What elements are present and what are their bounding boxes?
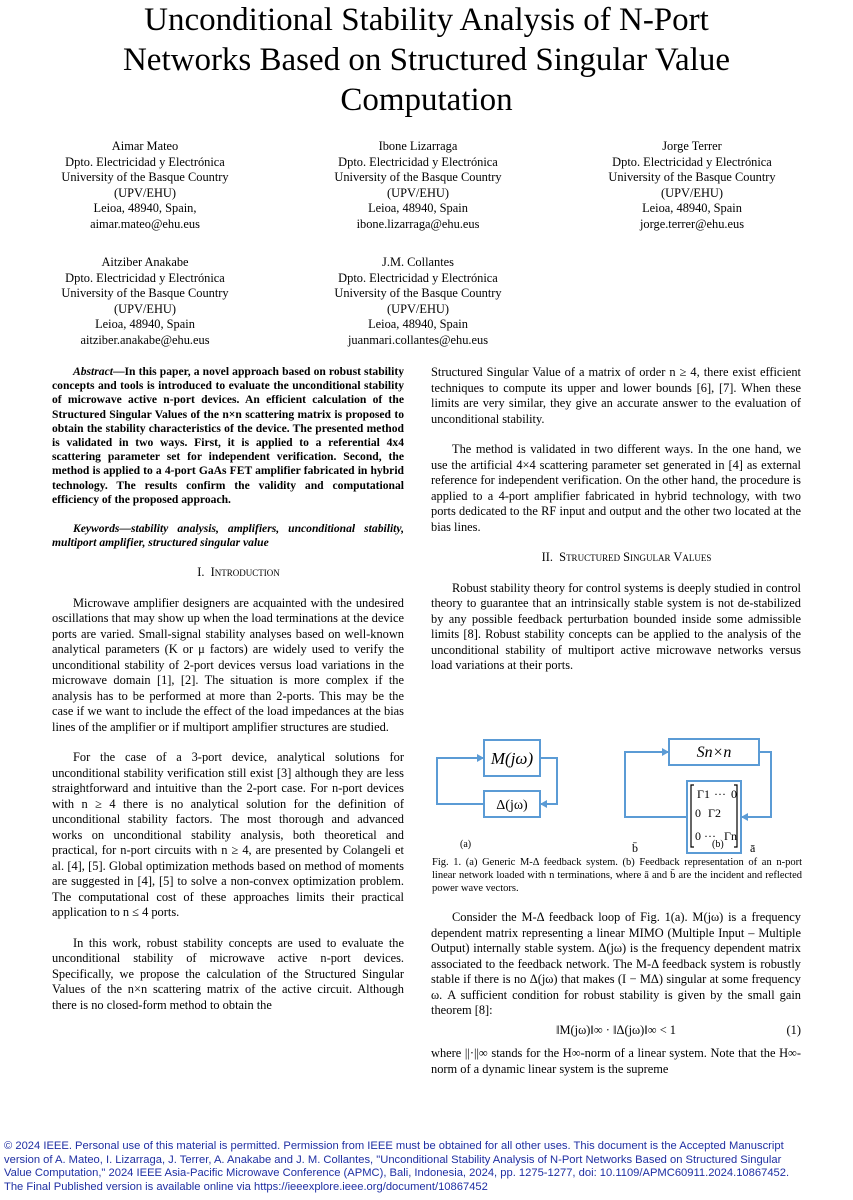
- block-m-label: M(jω): [490, 749, 534, 768]
- title-line-2: Networks Based on Structured Singular Value: [122, 42, 731, 78]
- abstract-label: Abstract: [73, 365, 113, 378]
- title-line-3: Computation: [340, 82, 513, 118]
- author-block-3: [592, 139, 792, 232]
- copyright-footer: [0, 1137, 853, 1200]
- author-address: Leioa, 48940, Spain: [95, 317, 195, 331]
- gamma-1: Γ1: [697, 787, 710, 801]
- body-paragraph: Robust stability theory for control systems is deeply studied in control theory to guarantee that an intrinsically stable system is not de-stabilized by any possible feedback perturbation bounded inside some admissible limits [8]. Robust stability concepts can be applied to the analysis of the unconditional stability of multiport active microwave networks versus load variations at their ports.: [431, 580, 801, 672]
- author-univ: University of the Basque Country: [61, 170, 229, 184]
- section-heading-introduction: [52, 565, 404, 581]
- keywords-label: Keywords: [73, 522, 120, 536]
- author-dept: Dpto. Electricidad y Electrónica: [65, 270, 225, 285]
- body-paragraph: In this work, robust stability concepts are used to evaluate the unconditional stability of microwave active n-port devices. Specifically, we propose the calculation of the Structured Singular Values of the n×n scattering matrix of the active circuit. Although there is no closed-form method to obtain the: [52, 935, 404, 1012]
- abstract: [52, 365, 404, 507]
- author-univ-abbr: (UPV/EHU): [114, 185, 176, 200]
- footer-line-4[interactable]: The Final Published version is available online via https://ieeexplore.ieee.org/document/10867452: [4, 1180, 488, 1193]
- author-dept: Dpto. Electricidad y Electrónica: [338, 270, 498, 285]
- body-paragraph: Microwave amplifier designers are acquainted with the undesired oscillations that may show up when the load terminations at the device ports are varied. Small-signal stability analyses based on well-known analytical parameters (K or μ factors) are widely used to verify the unconditional stability of 2-port devices versus load variations in the microwave domain [1], [2]. The situation is more complex if the analysis has to be performed at more than 2-ports. This may be the case if we want to include the effect of the load impedances at the bias lines of the amplifier or if multiport amplifier structures are studied.: [52, 595, 404, 734]
- footer-line-2: version of A. Mateo, I. Lizarraga, J. Terrer, A. Anakabe and J. M. Collantes, "Unconditional Stability Analysis of N-Port Networks Based on Structured Singular: [4, 1153, 782, 1166]
- gamma-2: Γ2: [708, 806, 721, 820]
- author-univ-abbr: (UPV/EHU): [661, 185, 723, 200]
- section-heading-ssv: [431, 550, 801, 566]
- equation-text: ‖M(jω)‖∞ · ‖Δ(jω)‖∞ < 1: [556, 1022, 676, 1037]
- keywords: [52, 522, 404, 550]
- matrix-dots-2: ···: [704, 829, 716, 843]
- author-univ: University of the Basque Country: [61, 286, 229, 300]
- title-line-1: Unconditional Stability Analysis of N-Port: [144, 2, 709, 38]
- body-paragraph: where ||·||∞ stands for the H∞-norm of a linear system. Note that the H∞-norm of a dynamic linear system is the supreme: [431, 1046, 801, 1076]
- figure-1-diagram: [432, 735, 782, 855]
- author-name: Jorge Terrer: [662, 139, 722, 153]
- figure-label-a: (a): [460, 839, 472, 850]
- section-title: Structured Singular Values: [559, 550, 712, 564]
- author-univ: University of the Basque Country: [334, 170, 502, 184]
- author-address: Leioa, 48940, Spain: [368, 317, 468, 331]
- author-name: Aimar Mateo: [111, 139, 179, 153]
- author-email[interactable]: aimar.mateo@ehu.eus: [90, 216, 200, 231]
- author-univ: University of the Basque Country: [608, 170, 776, 184]
- author-univ-abbr: (UPV/EHU): [387, 185, 449, 200]
- author-address: Leioa, 48940, Spain: [642, 201, 742, 215]
- figure-label-b: (b): [712, 839, 724, 850]
- author-block-1: [45, 139, 245, 232]
- body-paragraph: Structured Singular Value of a matrix of order n ≥ 4, there exist efficient techniques to compute its upper and lower bounds [6], [7]. When these limits are very similar, they give an accurate answer to the evaluation of unconditional stability.: [431, 365, 801, 426]
- body-paragraph: Consider the M-Δ feedback loop of Fig. 1(a). M(jω) is a frequency dependent matrix representing a linear MIMO (Multiple Input – Multiple Output) internally stable system. Δ(jω) is the frequency dependent matrix associated to the feedback network. The M-Δ feedback system is robustly stable if there is no Δ(jω) that makes (I − MΔ) singular at some frequency ω. A sufficient condition for robust stability is given by the small gain theorem [8]:: [431, 910, 801, 1017]
- author-dept: Dpto. Electricidad y Electrónica: [612, 154, 772, 169]
- abstract-dash: —: [112, 365, 125, 378]
- figure-caption: Fig. 1. (a) Generic M-Δ feedback system. (b) Feedback representation of an n-port linear network loaded with n terminations, where ā and b̄ are the incident and reflected power wave vectors.: [432, 857, 802, 894]
- equation-number: (1): [786, 1022, 801, 1037]
- author-name: Aitziber Anakabe: [101, 255, 189, 269]
- right-column-bottom: [431, 910, 801, 1092]
- author-block-2: [318, 139, 518, 232]
- matrix-dots-1: ···: [714, 787, 726, 801]
- author-dept: Dpto. Electricidad y Electrónica: [338, 154, 498, 169]
- signal-a-label: ā: [750, 841, 756, 855]
- gamma-n: Γn: [724, 829, 737, 843]
- section-number: I.: [197, 565, 205, 580]
- author-address: Leioa, 48940, Spain: [368, 201, 468, 215]
- author-block-5: [318, 255, 518, 348]
- section-title: Introduction: [210, 565, 280, 580]
- author-email[interactable]: jorge.terrer@ehu.eus: [639, 216, 745, 231]
- footer-line-3: Value Computation," 2024 IEEE Asia-Pacific Microwave Conference (APMC), Bali, Indonesia, 2024, pp. 1275-1277, doi: 10.1109/APMC60911.2024.10867452.: [4, 1167, 790, 1180]
- author-univ-abbr: (UPV/EHU): [114, 301, 176, 316]
- keywords-dash: —: [119, 522, 131, 536]
- left-column: [52, 365, 404, 1028]
- author-dept: Dpto. Electricidad y Electrónica: [65, 154, 225, 169]
- author-block-4: [45, 255, 245, 348]
- right-column-top: [431, 365, 801, 689]
- keywords-text: stability analysis, amplifiers, unconditional stability, multiport amplifier, structured singular value: [52, 522, 404, 550]
- author-email[interactable]: aitziber.anakabe@ehu.eus: [80, 332, 210, 347]
- author-email[interactable]: ibone.lizarraga@ehu.eus: [356, 216, 480, 231]
- footer-line-1: © 2024 IEEE. Personal use of this material is permitted. Permission from IEEE must be obtained for all other uses. This document is the Accepted Manuscript: [4, 1140, 784, 1152]
- author-univ: University of the Basque Country: [334, 286, 502, 300]
- body-paragraph: For the case of a 3-port device, analytical solutions for unconditional stability verification still exist [3] although they are less straightforward and intuitive than the 2-port case. For n-port devices with n ≥ 4 there is no analytical solution for the definition of unconditional stability factors. The most thorough and advanced works on unconditional stability analysis, both theoretical and practical, for n-port circuits with n ≥ 4, are presented by Colangeli et al. [4], [5]. Global optimization methods based on method of moments are suggested in [4], [5] to solve a non-convex optimization problem. The computational cost of these approaches limits their practical application to n ≤ 4 ports.: [52, 750, 404, 920]
- body-paragraph: The method is validated in two different ways. In the one hand, we use the artificial 4×4 scattering parameter set generated in [4] as external reference for independent verification. On the other hand, the procedure is applied to a 4-port amplifier fabricated in hybrid technology, with two ports dedicated to the RF input and output and the other two located at the bias lines.: [431, 442, 801, 534]
- matrix-zero-1: 0: [731, 787, 737, 801]
- author-name: J.M. Collantes: [382, 255, 454, 269]
- paper-title: [0, 0, 853, 120]
- figure-1: [432, 735, 782, 855]
- signal-b-label: b̄: [632, 841, 638, 855]
- matrix-zero-3: 0: [695, 829, 701, 843]
- section-number: II.: [541, 550, 553, 564]
- author-univ-abbr: (UPV/EHU): [387, 301, 449, 316]
- author-email[interactable]: juanmari.collantes@ehu.eus: [347, 332, 489, 347]
- equation-1: [431, 1023, 801, 1039]
- block-delta-label: Δ(jω): [496, 798, 528, 813]
- abstract-text: In this paper, a novel approach based on robust stability concepts and tools is introduced to evaluate the unconditional stability of microwave active n-port devices. An efficient calculation of the Structured Singular Values of the n×n scattering matrix is proposed to obtain the stability characteristics of the device. The presented method is validated in two ways. First, it is applied to a referential 4x4 scattering parameter set for independent verification. Second, the method is applied to a 4-port GaAs FET amplifier fabricated in hybrid technology. The results confirm the validity and computational efficiency of the proposed approach.: [52, 365, 404, 506]
- author-address: Leioa, 48940, Spain,: [93, 201, 197, 215]
- author-name: Ibone Lizarraga: [378, 139, 458, 153]
- matrix-zero-2: 0: [695, 806, 701, 820]
- block-s-label: Sn×n: [696, 744, 732, 761]
